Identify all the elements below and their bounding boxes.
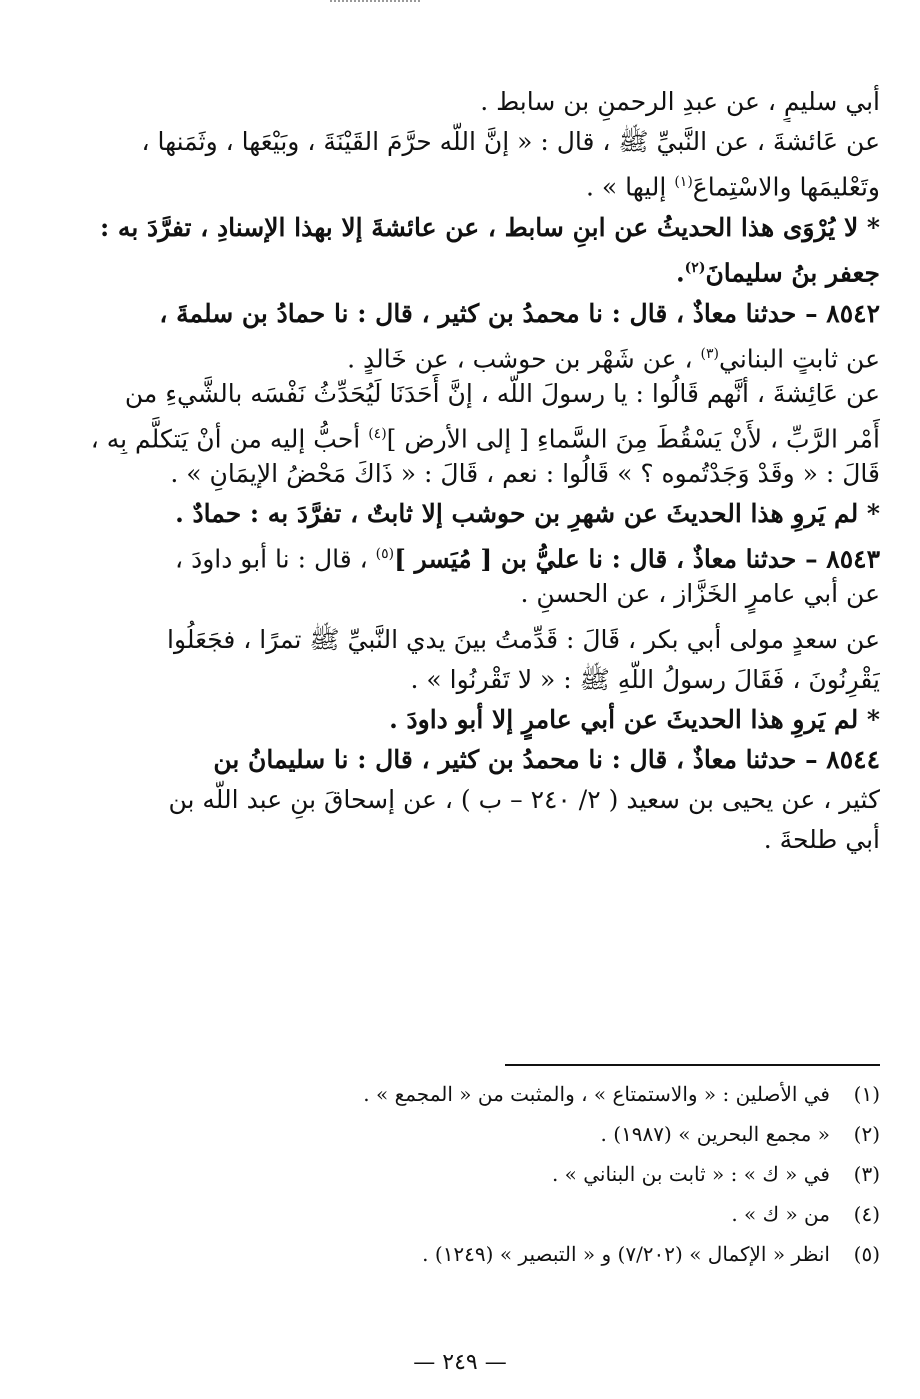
text-segment: وتَعْليمَها والاسْتِماعَ xyxy=(692,172,880,202)
text-line: أبي سليمٍ ، عن عبدِ الرحمنِ بن سابط . xyxy=(480,87,880,116)
text-segment: جعفر بنُ سليمانَ xyxy=(705,258,880,288)
footnote-ref: (٣) xyxy=(700,346,719,362)
hadith-note: * لم يَروِ هذا الحديثَ عن شهرِ بن حوشب إلا ثابتٌ ، تفرَّدَ به : حمادٌ . xyxy=(175,499,880,528)
hadith-note: * لا يُرْوَى هذا الحديثُ عن ابنِ سابط ، عن عائشةَ إلا بهذا الإسنادِ ، تفرَّدَ به : xyxy=(99,213,880,242)
text-segment: عن ثابتٍ البناني xyxy=(719,344,880,374)
text-line: يَقْرِنُونَ ، فَقَالَ رسولُ اللَّهِ ﷺ : « لا تَقْرنُوا » . xyxy=(410,665,880,694)
footnote xyxy=(46,1154,880,1194)
hadith-header xyxy=(46,740,880,780)
text-segment: – حدثنا معاذٌ ، قال : نا محمدُ بن كثير ، قال : نا سليمانُ بن xyxy=(213,745,827,774)
text-line: قَالَ : « وقَدْ وَجَدْتُموه ؟ » قَالُوا : نعم ، قَالَ : « ذَاكَ مَحْضُ الإيمَانِ » . xyxy=(170,459,880,488)
footnote-ref: (٤) xyxy=(368,426,387,442)
footnote xyxy=(46,1234,880,1274)
footnote xyxy=(46,1114,880,1154)
text-line: عن سعدٍ مولى أبي بكر ، قَالَ : قَدِّمتُ بينَ يدي النَّبيِّ ﷺ تمرًا ، فجَعَلُوا xyxy=(167,625,880,654)
hadith-number: ٨٥٤٢ xyxy=(826,299,880,328)
footnote-divider xyxy=(505,1064,880,1066)
text-segment: – حدثنا معاذٌ ، قال : نا عليُّ بن [ مُيَسر ] xyxy=(394,544,827,574)
text-line: عن عَائِشةَ ، أنَّهم قَالُوا : يا رسولَ اللَّه ، إنَّ أَحَدَنَا لَيُحَدِّثُ نَفْسَه بالشَّيءِ من xyxy=(124,379,880,408)
text-segment: ، قال : نا أبو داودَ ، xyxy=(175,544,376,574)
hadith-number: ٨٥٤٣ xyxy=(826,544,880,574)
text-line: عن عَائشةَ ، عن النَّبيِّ ﷺ ، قال : « إنَّ اللَّه حرَّمَ القَيْنَةَ ، وبَيْعَها ، وثَمَنها ، xyxy=(141,127,880,156)
text-segment: . xyxy=(675,258,685,288)
footnote-number: (٤) xyxy=(853,1202,880,1226)
footnote xyxy=(46,1074,880,1114)
text-segment: أَمْرِ الرَّبِّ ، لأَنْ يَسْقُطَ مِنَ السَّماءِ [ إلى الأرض ] xyxy=(386,424,880,454)
footnote-number: (٢) xyxy=(853,1122,880,1146)
text-line xyxy=(46,414,880,454)
text-segment: إليها » . xyxy=(585,172,675,202)
hadith-note: * لم يَروِ هذا الحديثَ عن أبي عامرٍ إلا أبو داودَ . xyxy=(389,705,880,734)
text-segment: – حدثنا معاذٌ ، قال : نا محمدُ بن كثير ، قال : نا حمادُ بن سلمةَ ، xyxy=(159,299,827,328)
footnote-text: في « ك » : « ثابت بن البناني » . xyxy=(551,1162,830,1186)
footnote-ref: (٢) xyxy=(684,260,706,276)
page-number: — ٢٤٩ — xyxy=(413,1350,507,1375)
text-line xyxy=(46,162,880,202)
footnote-ref: (٥) xyxy=(375,546,395,562)
footnote xyxy=(46,1194,880,1234)
hadith-header xyxy=(46,294,880,334)
footnote-number: (١) xyxy=(853,1082,880,1106)
text-line: أبي طلحةَ . xyxy=(763,825,880,854)
footnote-ref: (١) xyxy=(674,174,693,190)
text-line: كثير ، عن يحيى بن سعيد ( ٢/ ٢٤٠ – ب ) ، عن إسحاقَ بنِ عبد اللَّه بن xyxy=(168,785,880,814)
footnotes xyxy=(46,1074,880,1274)
text-line xyxy=(46,334,880,374)
footnote-text: في الأصلين : « والاستمتاع » ، والمثبت من « المجمع » . xyxy=(363,1082,830,1106)
footnote-number: (٣) xyxy=(853,1162,880,1186)
top-edge-dots xyxy=(330,0,420,6)
footnote-text: من « ك » . xyxy=(731,1202,830,1226)
main-text xyxy=(46,82,880,860)
hadith-header xyxy=(46,534,880,574)
hadith-number: ٨٥٤٤ xyxy=(826,745,880,774)
text-line: عن أبي عامرٍ الخَزَّاز ، عن الحسنِ . xyxy=(520,579,880,608)
hadith-note xyxy=(46,248,880,288)
text-segment: أحبُّ إليه من أنْ يَتكلَّم بِه ، xyxy=(90,424,369,454)
text-segment: ، عن شَهْر بن حوشب ، عن خَالدٍ . xyxy=(347,344,701,374)
footnote-number: (٥) xyxy=(853,1242,880,1266)
footnote-text: انظر « الإكمال » (٧/٢٠٢) و « التبصير » (١٢٤٩) . xyxy=(422,1242,830,1266)
footnote-text: « مجمع البحرين » (١٩٨٧) . xyxy=(600,1122,830,1146)
